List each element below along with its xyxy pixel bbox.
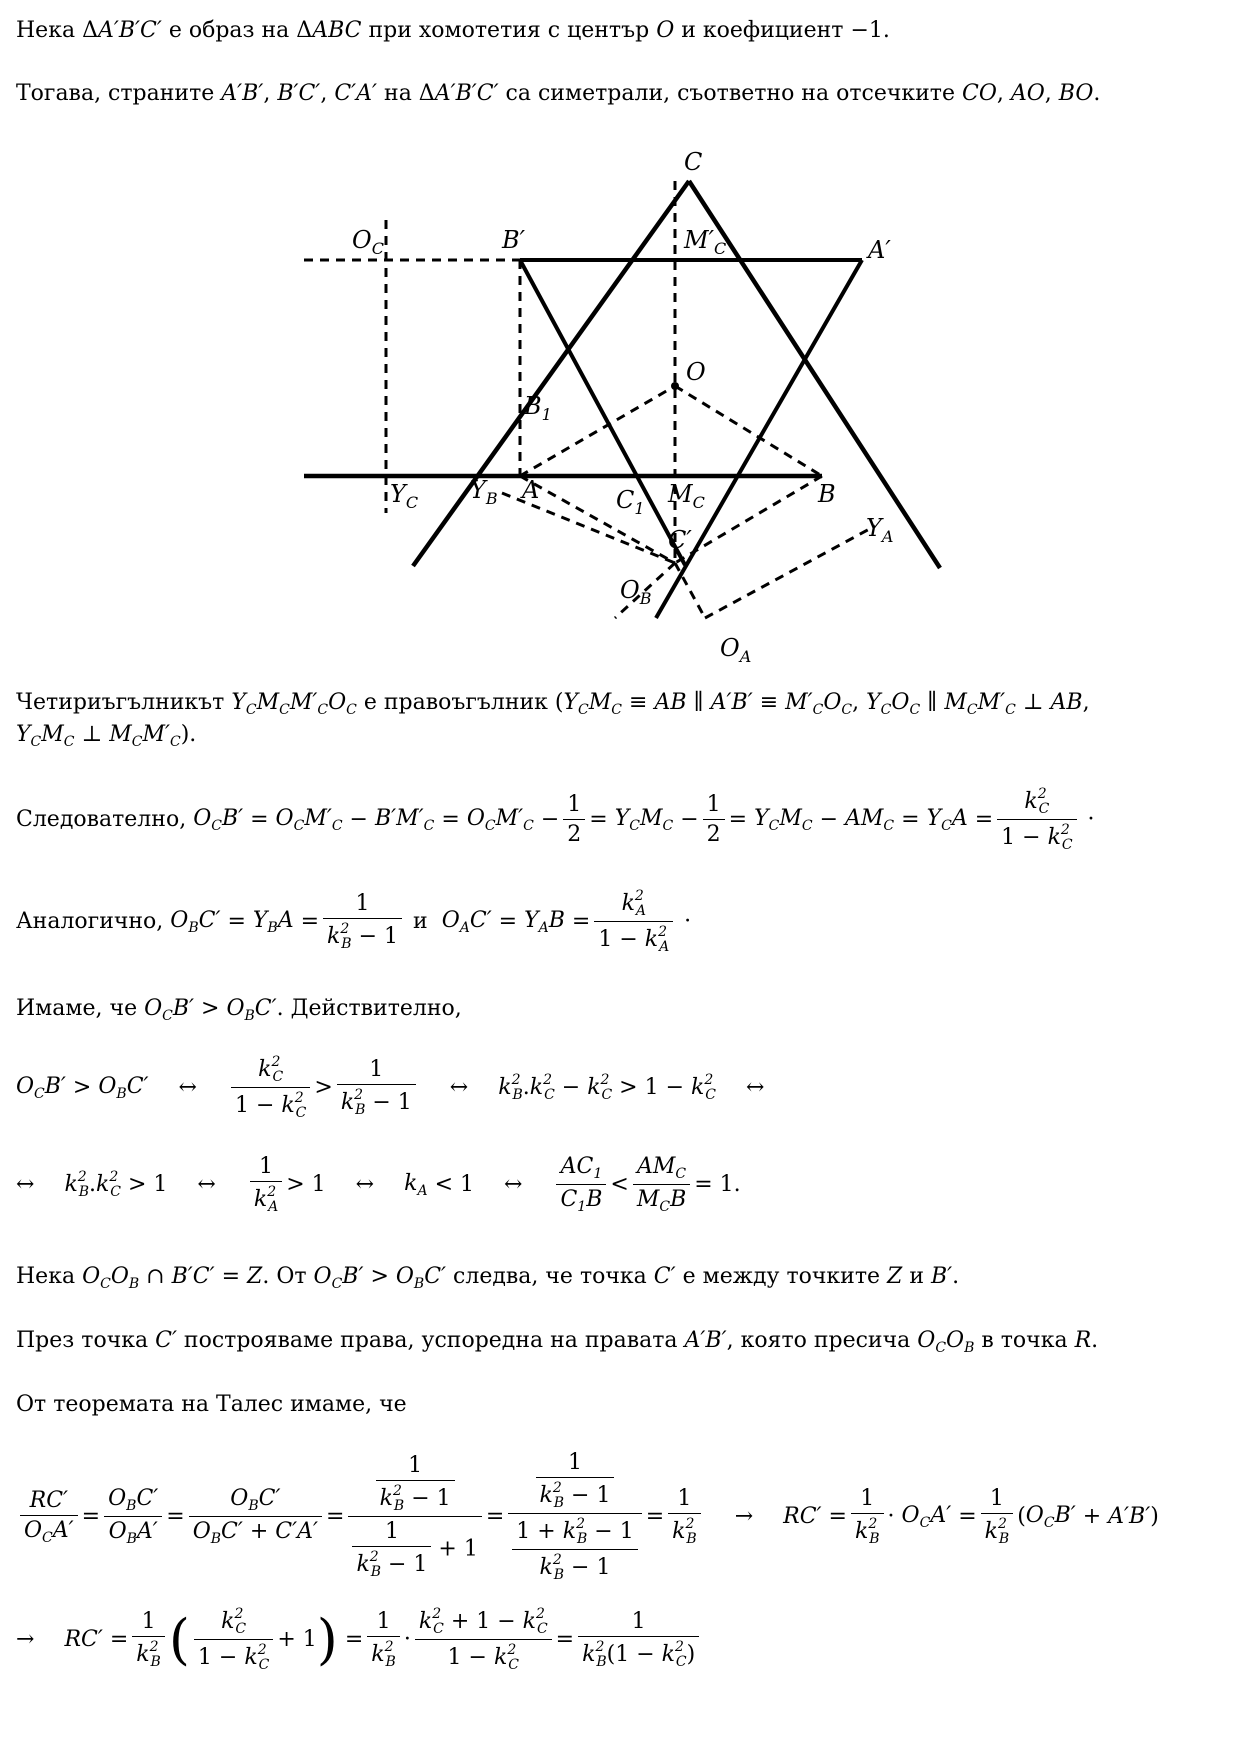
paragraph-rectangle-line2: $Y_CM_C$ ⊥ $M_CM'_C$). [16,722,197,750]
equation-inequality-1: $O_CB'$ > $O_BC'$ ↔ $\frac{k^2_C}{1 - k^2_C}$ > $\frac{1}{k^2_B - 1}$ ↔ $k^2_B$ . $k^2_C$ − $k^2_C$ > 1 − $k^2_C$ ↔ [16,1054,765,1121]
equation-oc-b-prime: Следователно, $O_CB'$ = $O_CM'_C$ − $B'M'_C$ = $O_CM'_C$ − $\frac{1}{2}$ = $Y_CM_C$ − $\frac{1}{2}$ = $Y_CM_C$ − $AM_C$ = $Y_CA$ = $\frac{k^2_C}{1 - k^2_C}$ · [16,786,1095,853]
dashed-c-prime-oa [675,563,705,618]
line-ac-extended [413,181,689,566]
label-mc-prime: $M'_C$ [684,226,727,258]
dashed-a-c-prime [520,476,675,563]
label-b: B [818,480,836,508]
label-c1: $C_1$ [616,486,645,518]
label-b-prime: B′ [502,226,526,254]
dashed-oa-ya [705,526,875,618]
label-c-prime: C′ [668,526,692,554]
label-b1: $B_1$ [524,392,552,424]
label-a: A [522,476,540,504]
line-cb-extended [689,181,940,568]
label-oa: $O_A$ [720,634,752,666]
equation-final: → RC′ = $\frac{1}{k^2_B}$ ( $\frac{k^2_C}{1 - k^2_C}$ + 1 ) = $\frac{1}{k^2_B}$ · $\frac{k^2_C + 1 - k^2_C}{1 - k^2_C}$ = $\frac{1}{k^2_B(1 - k^2_C)}$ [16,1606,703,1673]
paragraph-point-z: Нека $O_CO_B$ ∩ B′C′ = Z. От $O_CB' > O_BC'$ следва, че точка C′ е между точките Z и B′. [16,1264,960,1292]
point-o [671,382,679,390]
label-mc: $M_C$ [668,480,705,512]
paragraph-inequality-intro: Имаме, че $O_CB' > O_BC'$. Действително, [16,996,462,1024]
equation-inequality-2: ↔ $k^2_B$ . $k^2_C$ > 1 ↔ $\frac{1}{k^2_A}$ > 1 ↔ $k_A$ < 1 ↔ $\frac{AC_1}{C_1B}$ < $\frac{AM_C}{M_CB}$ = 1. [16,1154,741,1215]
label-oc: $O_C$ [352,226,384,258]
paragraph-thales: От теоремата на Талес имаме, че [16,1392,407,1417]
label-a-prime: A′ [868,236,891,264]
dashed-o-b [675,386,822,476]
paragraph-rectangle-line1: Четириъгълникът $Y_CM_CM'_CO_C$ е правоъгълник ($Y_CM_C$ ≡ AB ∥ $A'B' \equiv M'_CO_C$, $Y_CO_C$ ∥ $M_CM'_C$ ⊥ AB, [16,690,1090,718]
label-ob: $O_B$ [620,576,652,608]
equation-thales: $\frac{RC'}{O_CA'}$ = $\frac{O_BC'}{O_BA'}$ = $\frac{O_BC'}{O_BC' + C'A'}$ = $\frac{1}{k^2_B - 1}$ $\frac{1}{k^2_B - 1}$ + 1 = $\frac{\frac{1}{k^2_B - 1}}{\frac{1 + k^2_B - 1}{k^2_B - 1}}$ = $\frac{1}{k^2_B}$ → RC′ = $\frac{1}{k^2_B}$ · $O_CA'$ = $\frac{1}{k^2_B}$ ( $O_CB'$ + A′B′ ) [16,1450,1159,1583]
dashed-b-c-prime [675,476,822,563]
paragraph-bisectors: Тогава, страните A′B′, B′C′, C′A′ на ΔA′B′C′ са симетрали, съответно на отсечките CO, AO, BO. [16,81,1101,106]
label-c: C [684,148,703,176]
label-ya: $Y_A$ [866,514,894,546]
geometry-figure [290,148,950,678]
label-yc: $Y_C$ [390,480,419,512]
label-o: O [686,358,706,386]
paragraph-parallel-line: През точка C′ построяваме права, успоредна на правата A′B′, която пресича $O_CO_B$ в точка R. [16,1328,1099,1356]
label-yb: $Y_B$ [470,476,498,508]
paragraph-homothety: Нека ΔA′B′C′ е образ на ΔABC при хомотетия с център O и коефициент −1. [16,18,890,43]
equation-analogous: Аналогично, $O_BC'$ = $Y_BA$ = $\frac{1}{k^2_B - 1}$ и $O_AC'$ = $Y_AB$ = $\frac{k^2_A}{1 - k^2_A}$ · [16,888,692,955]
